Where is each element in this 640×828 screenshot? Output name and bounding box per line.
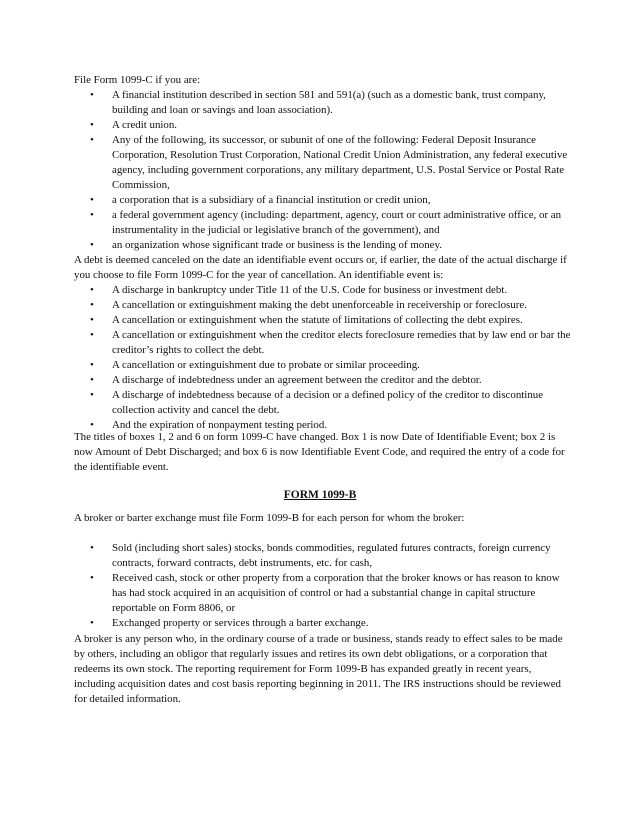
identifiable-event-list — [74, 283, 574, 433]
list-item: • And the expiration of nonpayment testing period. — [74, 418, 574, 433]
form-1099b-list-section — [74, 541, 574, 631]
identifiable-event-section — [74, 253, 574, 433]
list-item: • Exchanged property or services through a barter exchange. — [74, 616, 574, 631]
list-item: • A discharge of indebtedness because of a decision or a defined policy of the creditor to discontinue collection activity and cancel the debt. — [74, 388, 574, 418]
filer-list — [74, 88, 574, 253]
list-item: • A cancellation or extinguishment due to probate or similar proceeding. — [74, 358, 574, 373]
form-1099b-intro — [74, 511, 574, 526]
list-item: • A cancellation or extinguishment when the statute of limitations of collecting the debt expires. — [74, 313, 574, 328]
section-intro: File Form 1099-C if you are: — [74, 74, 201, 86]
form-1099c-filers-section — [74, 73, 574, 253]
list-item: • A financial institution described in section 581 and 591(a) (such as a domestic bank, trust company, building and loan or savings and loan association). — [74, 88, 574, 118]
broker-activity-list — [74, 541, 574, 631]
list-item: • Received cash, stock or other property from a corporation that the broker knows or has reason to know has had stock acquired in an acquisition of control or had a substantial change in capital structure reportable on Form 8806, or — [74, 571, 574, 616]
section-intro: A debt is deemed canceled on the date an identifiable event occurs or, if earlier, the date of the actual discharge if you choose to file Form 1099-C for the year of cancellation. An identifiable event is: — [74, 254, 567, 281]
list-item: • a corporation that is a subsidiary of a financial institution or credit union, — [74, 193, 574, 208]
list-item: • a federal government agency (including: department, agency, court or court administrative office, or an instrumentality in the judicial or legislative branch of the government), and — [74, 208, 574, 238]
section-heading: FORM 1099-B — [283, 489, 357, 501]
list-item: • Any of the following, its successor, or subunit of one of the following: Federal Deposit Insurance Corporation, Resolution Trust Corporation, National Credit Union Administration, any federal executive agency, including government corporations, any military department, U.S. Postal Service or Postal Rate Commission, — [74, 133, 574, 193]
list-item: • A cancellation or extinguishment making the debt unenforceable in receivership or foreclosure. — [74, 298, 574, 313]
box-titles-section — [74, 430, 574, 475]
paragraph: The titles of boxes 1, 2 and 6 on form 1099-C have changed. Box 1 is now Date of Identifiable Event; box 2 is now Amount of Debt Discharged; and box 6 is now Identifiable Event Code, and required the entry of a code for the identifiable event. — [74, 431, 565, 473]
list-item: • an organization whose significant trade or business is the lending of money. — [74, 238, 574, 253]
paragraph: A broker is any person who, in the ordinary course of a trade or business, stands ready to effect sales to be made by others, including an obligor that regularly issues and retires its own debt obligations, or a corporation that redeems its own stock. The reporting requirement for Form 1099-B has expanded greatly in recent years, including acquisition dates and cost basis reporting beginning in 2011. The IRS instructions should be reviewed for detailed information. — [74, 633, 563, 705]
list-item: • A discharge of indebtedness under an agreement between the creditor and the debtor. — [74, 373, 574, 388]
list-item: • A cancellation or extinguishment when the creditor elects foreclosure remedies that by law end or bar the creditor’s rights to collect the debt. — [74, 328, 574, 358]
list-item: • A discharge in bankruptcy under Title 11 of the U.S. Code for business or investment debt. — [74, 283, 574, 298]
broker-definition-section — [74, 632, 574, 707]
list-item: • A credit union. — [74, 118, 574, 133]
section-intro: A broker or barter exchange must file Form 1099-B for each person for whom the broker: — [74, 512, 465, 524]
list-item: • Sold (including short sales) stocks, bonds commodities, regulated futures contracts, foreign currency contracts, forward contracts, debt instruments, etc. for cash, — [74, 541, 574, 571]
